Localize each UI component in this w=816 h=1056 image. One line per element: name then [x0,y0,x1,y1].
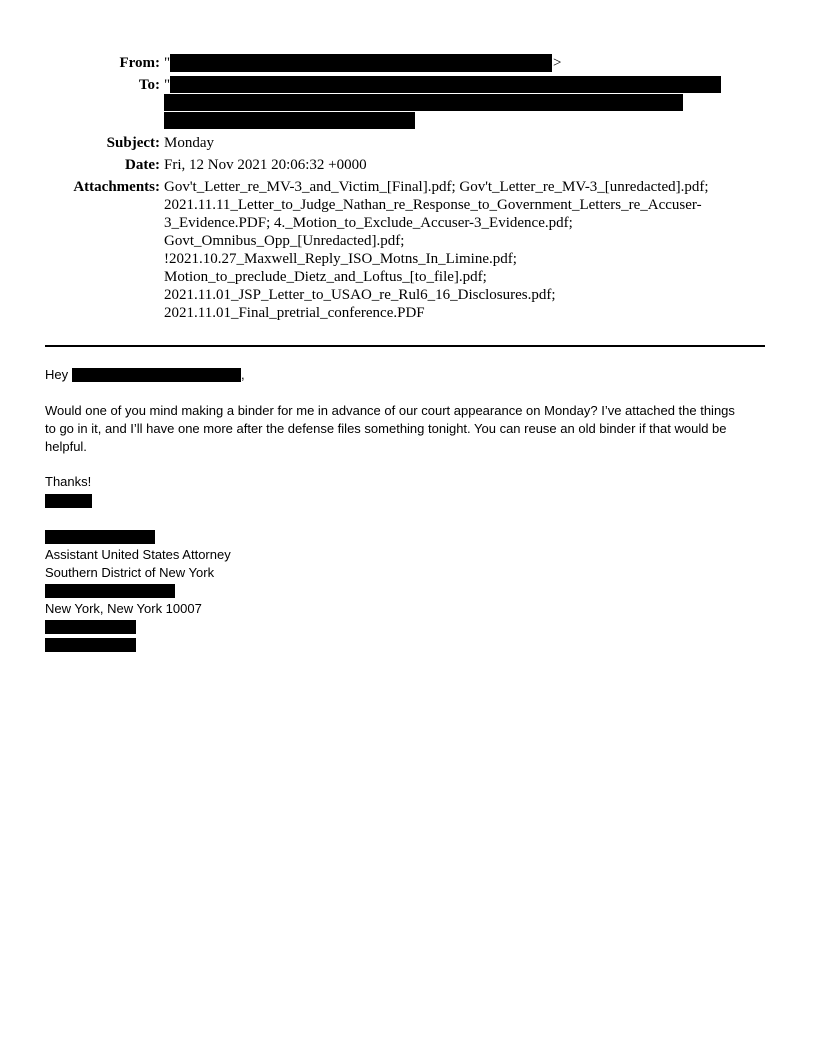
thanks-line: Thanks! [45,474,92,489]
attachment-line[interactable]: Gov't_Letter_re_MV-3_and_Victim_[Final].pdf; Gov't_Letter_re_MV-3_[unredacted].pdf; [164,179,709,195]
to-redaction-line-2 [164,94,683,111]
attachment-line[interactable]: Motion_to_preclude_Dietz_and_Loftus_[to_file].pdf; [164,269,487,285]
signature-title: Assistant United States Attorney [45,547,231,562]
greeting-comma: , [241,367,245,382]
date-label: Date: [125,157,160,173]
attachment-line[interactable]: !2021.10.27_Maxwell_Reply_ISO_Motns_In_Limine.pdf; [164,251,517,267]
header-divider [45,345,765,347]
subject-label: Subject: [106,135,160,151]
subject-value: Monday [164,135,214,151]
greeting-text: Hey [45,367,69,382]
signature-name-redaction [45,530,155,544]
to-redaction-line-3 [164,112,415,129]
from-quote: " [164,55,171,71]
to-redaction-line-1 [170,76,721,93]
paragraph-line: helpful. [45,439,87,454]
attachments-list [164,178,709,322]
greeting-line [45,366,770,384]
paragraph-line: to go in it, and I’ll have one more after the defense files something tonight. You can reuse an old binder if that would be [45,421,727,436]
sender-initials-redaction [45,494,92,508]
date-value: Fri, 12 Nov 2021 20:06:32 +0000 [164,157,367,173]
attachments-label: Attachments: [73,179,160,195]
signature-phone-redaction [45,638,136,652]
attachment-line[interactable]: 2021.11.01_JSP_Letter_to_USAO_re_Rul6_16_Disclosures.pdf; [164,287,556,303]
signature-office: Southern District of New York [45,565,215,580]
attachment-line[interactable]: 3_Evidence.PDF; 4._Motion_to_Exclude_Accuser-3_Evidence.pdf; [164,215,573,231]
attachment-line[interactable]: Govt_Omnibus_Opp_[Unredacted].pdf; [164,233,405,249]
paragraph-line: Would one of you mind making a binder for me in advance of our court appearance on Monday? I’ve attached the things [45,403,735,418]
greeting-name-redaction [72,368,241,382]
attachment-line[interactable]: 2021.11.11_Letter_to_Judge_Nathan_re_Response_to_Government_Letters_re_Accuser- [164,197,702,213]
signature-city: New York, New York 10007 [45,601,202,616]
to-label: To: [138,77,160,93]
signature-address-redaction [45,584,175,598]
attachment-line[interactable]: 2021.11.01_Final_pretrial_conference.PDF [164,305,425,321]
from-redaction [170,54,552,72]
from-label: From: [119,55,160,71]
message-paragraph [45,402,770,456]
signature-phone-redaction [45,620,136,634]
to-quote: " [164,77,171,93]
from-angle-bracket: > [553,55,562,71]
